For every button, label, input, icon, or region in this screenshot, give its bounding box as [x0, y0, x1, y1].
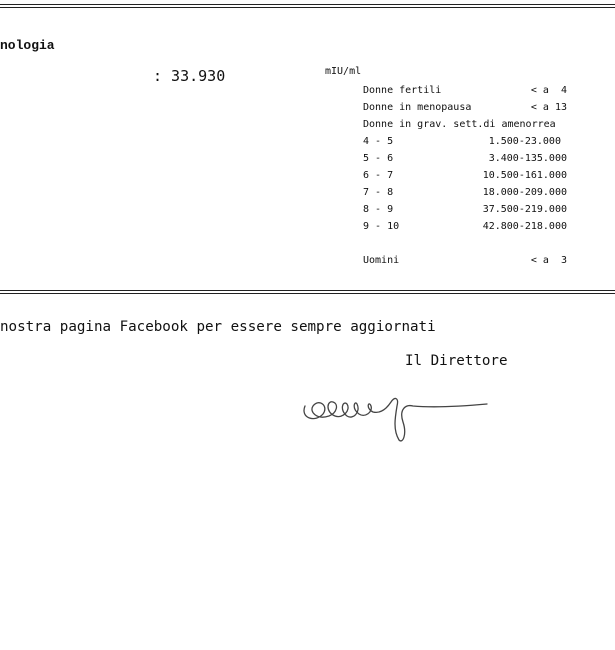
reference-label: Donne in menopausa	[363, 102, 472, 113]
reference-label: 4 - 5	[363, 136, 394, 147]
reference-label: 6 - 7	[363, 170, 394, 181]
signature-icon	[295, 378, 495, 448]
reference-label: 5 - 6	[363, 153, 394, 164]
section-title: nologia	[0, 38, 55, 53]
signature-stroke	[304, 399, 487, 441]
reference-label: Donne fertili	[363, 85, 442, 96]
reference-value: < a 4	[530, 85, 567, 96]
reference-value: 18.000-209.000	[482, 187, 567, 198]
reference-label: Uomini	[363, 255, 400, 266]
director-label: Il Direttore	[405, 353, 508, 369]
reference-row	[363, 116, 567, 133]
reference-value: < a 13	[530, 102, 567, 113]
reference-row	[363, 184, 567, 201]
reference-row	[363, 167, 567, 184]
reference-ranges	[363, 82, 567, 269]
reference-label: 7 - 8	[363, 187, 394, 198]
reference-value: 10.500-161.000	[482, 170, 567, 181]
reference-row-men	[363, 252, 567, 269]
reference-value: < a 3	[530, 255, 567, 266]
reference-value: 3.400-135.000	[488, 153, 567, 164]
result-unit: mIU/ml	[325, 66, 362, 77]
reference-row	[363, 201, 567, 218]
reference-row	[363, 218, 567, 235]
reference-row	[363, 133, 567, 150]
reference-label: Donne in grav. sett.di amenorrea	[363, 119, 556, 130]
reference-value: 1.500-23.000	[488, 136, 567, 147]
reference-row	[363, 82, 567, 99]
reference-spacer	[363, 235, 567, 252]
reference-row	[363, 99, 567, 116]
facebook-note: nostra pagina Facebook per essere sempre aggiornati	[0, 319, 436, 335]
reference-row	[363, 150, 567, 167]
result-value: : 33.930	[153, 67, 226, 85]
bottom-divider	[0, 290, 615, 294]
reference-label: 9 - 10	[363, 221, 400, 232]
reference-label: 8 - 9	[363, 204, 394, 215]
top-divider	[0, 4, 615, 8]
reference-value: 37.500-219.000	[482, 204, 567, 215]
reference-value: 42.800-218.000	[482, 221, 567, 232]
